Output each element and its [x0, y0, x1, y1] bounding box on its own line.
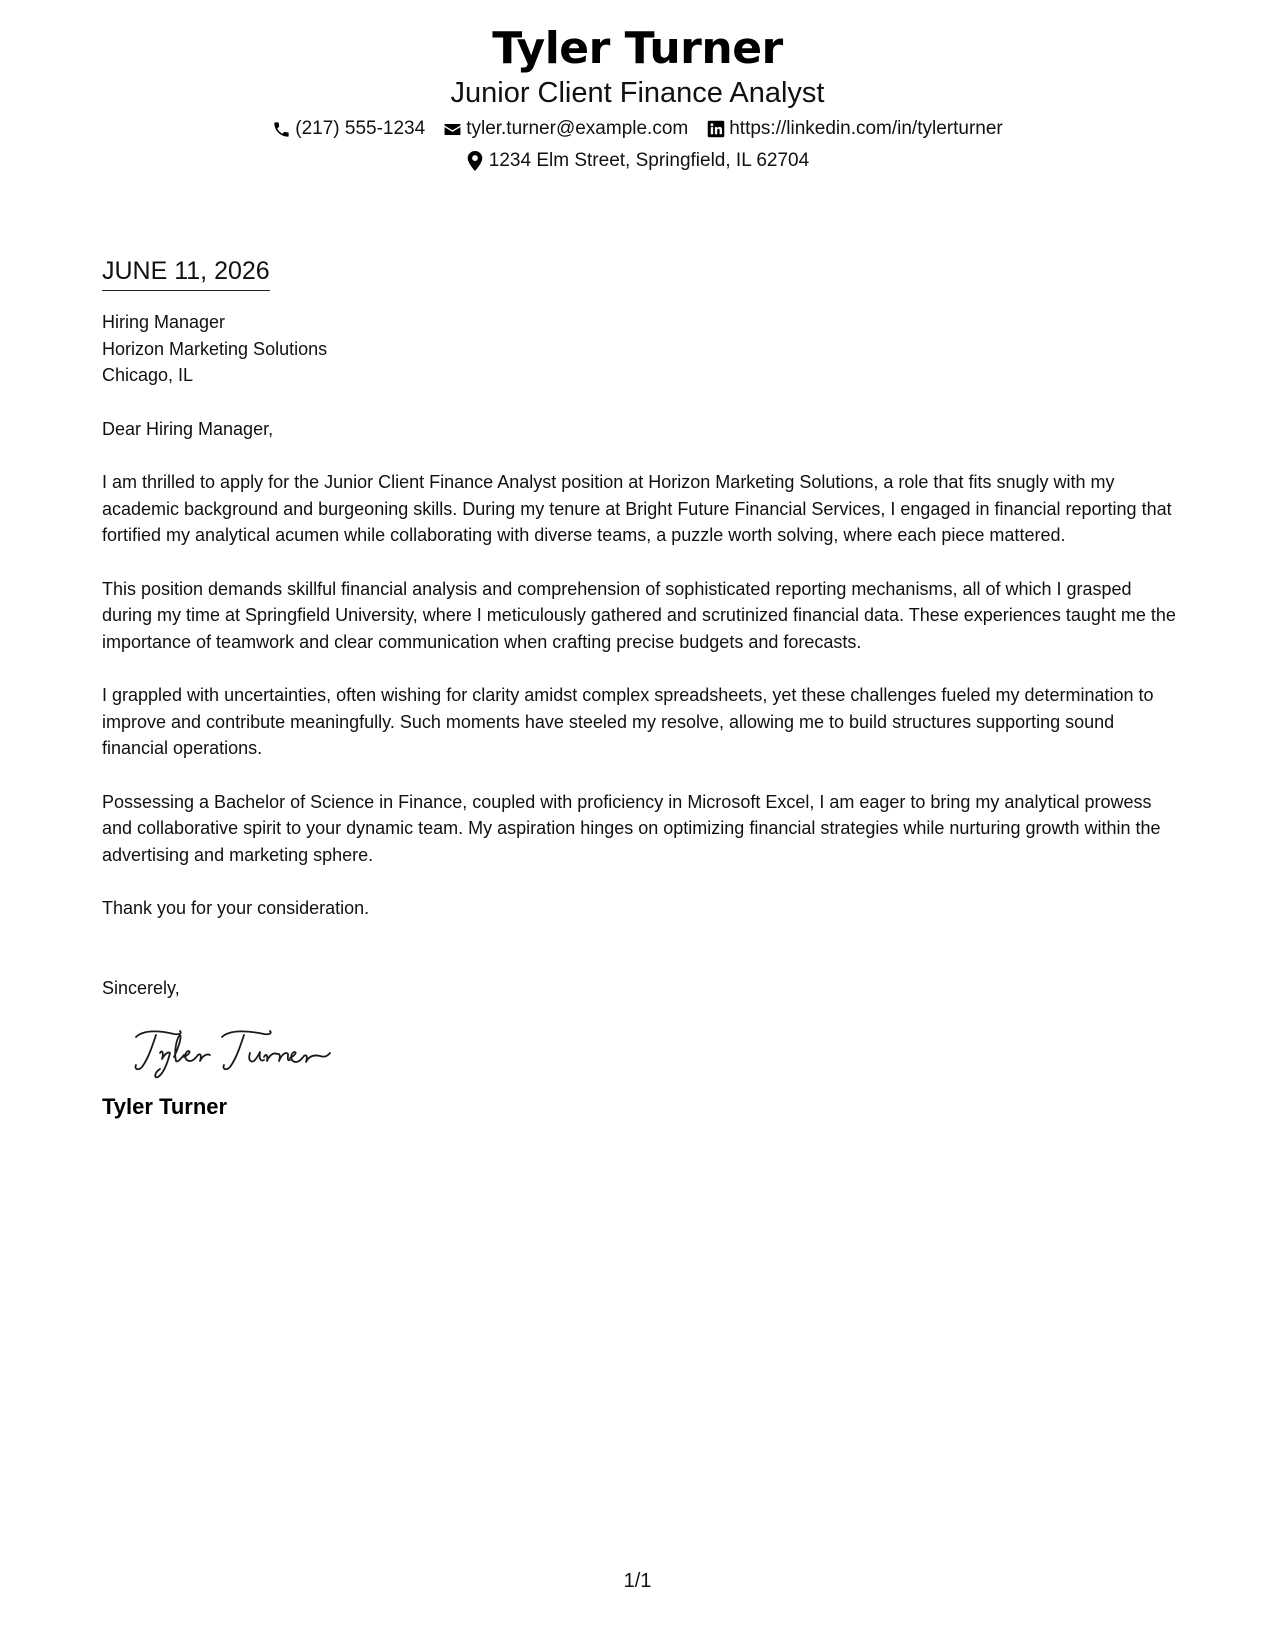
body-paragraph: Possessing a Bachelor of Science in Finance, coupled with proficiency in Microsoft Excel, I am eager to bring my analytical prowess and collaborative spirit to your dynamic team. My aspiration hinges on optimizing financial strategies while nurturing growth within the advertising and marketing sphere. [102, 791, 1161, 865]
contact-row [0, 117, 1275, 141]
applicant-job-title: Junior Client Finance Analyst [450, 77, 825, 109]
letter-date: JUNE 11, 2026 [102, 254, 270, 291]
recipient-location: Chicago, IL [102, 365, 194, 385]
closing: Sincerely, [102, 977, 180, 998]
body-paragraph: This position demands skillful financial analysis and comprehension of sophisticated reporting mechanisms, all of which I grasped during my time at Springfield University, where I meticulously gathered and scrutinized financial data. These experiences taught me the importance of teamwork and clear communication when crafting precise budgets and forecasts. [102, 578, 1176, 652]
body-paragraph: I am thrilled to apply for the Junior Client Finance Analyst position at Horizon Marketing Solutions, a role that fits snugly with my academic background and burgeoning skills. During my tenure at Bright Future Financial Services, I engaged in financial reporting that fortified my analytical acumen while collaborating with diverse teams, a puzzle worth solving, where each piece mattered. [102, 472, 1172, 545]
letter-body [102, 254, 1182, 1121]
body-paragraph: I grappled with uncertainties, often wishing for clarity amidst complex spreadsheets, yet these challenges fueled my determination to improve and contribute meaningfully. Such moments have steeled my resolve, allowing me to build structures supporting sound financial operations. [102, 685, 1154, 758]
thank-you-line: Thank you for your consideration. [102, 898, 370, 918]
address-row [0, 149, 1275, 173]
map-marker-icon [466, 152, 485, 171]
recipient-line: Hiring Manager [102, 312, 226, 332]
contact-phone [272, 117, 425, 141]
phone-text: (217) 555-1234 [295, 118, 426, 139]
linkedin-icon [706, 120, 725, 139]
phone-icon [272, 120, 291, 139]
recipient-block [102, 309, 1182, 389]
signed-name: Tyler Turner [102, 1094, 228, 1119]
contact-address [466, 149, 809, 173]
applicant-name: Tyler Turner [492, 23, 783, 74]
salutation: Dear Hiring Manager, [102, 418, 274, 439]
envelope-icon [443, 120, 462, 139]
email-text[interactable]: tyler.turner@example.com [466, 118, 689, 139]
contact-linkedin[interactable] [706, 117, 1003, 141]
contact-email[interactable] [443, 117, 688, 141]
linkedin-text[interactable]: https://linkedin.com/in/tylerturner [729, 118, 1003, 139]
recipient-company: Horizon Marketing Solutions [102, 338, 328, 359]
address-text: 1234 Elm Street, Springfield, IL 62704 [488, 150, 810, 171]
handwritten-signature [130, 1023, 340, 1083]
letter-header [0, 22, 1275, 173]
page-number: 1/1 [623, 1570, 652, 1592]
